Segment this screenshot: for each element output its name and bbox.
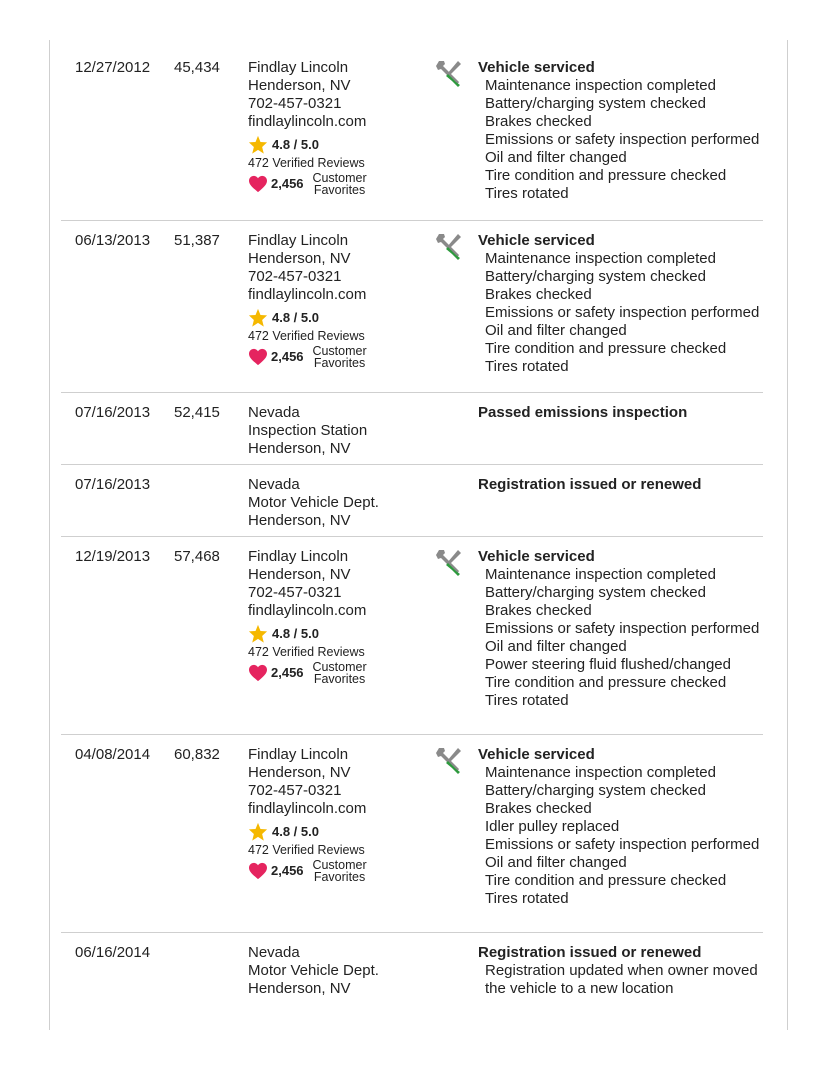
heart-icon <box>248 664 268 682</box>
source-line: Motor Vehicle Dept. <box>248 494 379 511</box>
record-source <box>248 944 428 998</box>
customer-favorites <box>248 661 428 685</box>
star-icon <box>248 624 268 643</box>
verified-reviews: 472 Verified Reviews <box>248 329 365 343</box>
record-description <box>478 59 768 203</box>
customer-favorites <box>248 172 428 196</box>
record-detail: Tires rotated <box>485 890 569 907</box>
source-line: 702-457-0321 <box>248 95 342 112</box>
heart-icon <box>248 348 268 366</box>
record-date: 07/16/2013 <box>75 476 151 493</box>
record-source <box>248 232 428 369</box>
rating <box>248 822 428 841</box>
record-date: 07/16/2013 <box>75 404 151 421</box>
favorites-label: Customer Favorites <box>312 660 367 686</box>
record-mileage: 51,387 <box>174 232 220 249</box>
rating <box>248 135 428 154</box>
record-detail: Brakes checked <box>485 800 592 817</box>
record-detail: Maintenance inspection completed <box>485 77 716 94</box>
source-line: findlaylincoln.com <box>248 286 367 303</box>
rating-value: 4.8 / 5.0 <box>272 136 319 152</box>
source-line: findlaylincoln.com <box>248 113 367 130</box>
record-description <box>478 476 768 494</box>
record-detail: Tire condition and pressure checked <box>485 872 727 889</box>
record-detail: Oil and filter changed <box>485 638 627 655</box>
star-icon <box>248 135 268 154</box>
record-mileage: 45,434 <box>174 59 220 76</box>
record-detail: Emissions or safety inspection performed <box>485 620 760 637</box>
history-row <box>61 537 763 735</box>
source-line: 702-457-0321 <box>248 584 342 601</box>
record-detail: Emissions or safety inspection performed <box>485 836 760 853</box>
record-detail: Tire condition and pressure checked <box>485 167 727 184</box>
source-line: Henderson, NV <box>248 250 351 267</box>
record-detail: Battery/charging system checked <box>485 782 706 799</box>
star-icon <box>248 822 268 841</box>
record-source <box>248 404 428 458</box>
record-detail: Brakes checked <box>485 602 592 619</box>
record-detail: Idler pulley replaced <box>485 818 620 835</box>
record-detail: Oil and filter changed <box>485 322 627 339</box>
record-title: Vehicle serviced <box>478 746 595 763</box>
verified-reviews: 472 Verified Reviews <box>248 843 365 857</box>
record-detail: Power steering fluid flushed/changed <box>485 656 731 673</box>
record-description <box>478 944 768 998</box>
history-row <box>61 221 763 393</box>
record-description <box>478 232 768 376</box>
record-detail: Emissions or safety inspection performed <box>485 131 760 148</box>
record-mileage: 52,415 <box>174 404 220 421</box>
record-detail: Oil and filter changed <box>485 854 627 871</box>
source-line: Nevada <box>248 404 300 421</box>
source-line: 702-457-0321 <box>248 268 342 285</box>
record-mileage: 60,832 <box>174 746 220 763</box>
record-title: Vehicle serviced <box>478 59 595 76</box>
source-line: Findlay Lincoln <box>248 746 349 763</box>
rating-value: 4.8 / 5.0 <box>272 823 319 839</box>
favorites-label: Customer Favorites <box>312 171 367 197</box>
service-tools-icon <box>434 547 468 581</box>
customer-favorites <box>248 859 428 883</box>
record-detail: Maintenance inspection completed <box>485 250 716 267</box>
heart-icon <box>248 862 268 880</box>
record-source <box>248 548 428 685</box>
record-detail: Tire condition and pressure checked <box>485 674 727 691</box>
record-source <box>248 59 428 196</box>
source-line: findlaylincoln.com <box>248 800 367 817</box>
record-description <box>478 404 768 422</box>
record-description <box>478 548 768 710</box>
record-title: Registration issued or renewed <box>478 476 702 493</box>
record-description <box>478 746 768 908</box>
record-source <box>248 476 428 530</box>
record-detail: Brakes checked <box>485 113 592 130</box>
record-date: 06/16/2014 <box>75 944 151 961</box>
source-line: Inspection Station <box>248 422 368 439</box>
source-line: Findlay Lincoln <box>248 59 349 76</box>
record-mileage: 57,468 <box>174 548 220 565</box>
record-detail: Battery/charging system checked <box>485 584 706 601</box>
star-icon <box>248 308 268 327</box>
history-row <box>61 465 763 537</box>
record-date: 12/19/2013 <box>75 548 151 565</box>
history-row <box>61 735 763 933</box>
record-detail: Tires rotated <box>485 692 569 709</box>
record-detail: Tires rotated <box>485 185 569 202</box>
verified-reviews: 472 Verified Reviews <box>248 645 365 659</box>
verified-reviews: 472 Verified Reviews <box>248 156 365 170</box>
source-line: Henderson, NV <box>248 566 351 583</box>
record-detail: Emissions or safety inspection performed <box>485 304 760 321</box>
service-tools-icon <box>434 745 468 779</box>
record-detail: Brakes checked <box>485 286 592 303</box>
customer-favorites <box>248 345 428 369</box>
record-date: 04/08/2014 <box>75 746 151 763</box>
service-history-table <box>61 48 763 1023</box>
source-line: findlaylincoln.com <box>248 602 367 619</box>
record-detail: Battery/charging system checked <box>485 95 706 112</box>
source-line: Motor Vehicle Dept. <box>248 962 379 979</box>
favorites-count: 2,456 <box>271 863 304 878</box>
record-date: 06/13/2013 <box>75 232 151 249</box>
service-tools-icon <box>434 58 468 92</box>
record-date: 12/27/2012 <box>75 59 151 76</box>
rating-value: 4.8 / 5.0 <box>272 309 319 325</box>
favorites-count: 2,456 <box>271 176 304 191</box>
favorites-label: Customer Favorites <box>312 858 367 884</box>
rating-value: 4.8 / 5.0 <box>272 625 319 641</box>
record-detail: Tires rotated <box>485 358 569 375</box>
history-row <box>61 48 763 221</box>
source-line: Henderson, NV <box>248 980 351 997</box>
source-line: Henderson, NV <box>248 440 351 457</box>
record-source <box>248 746 428 883</box>
record-title: Passed emissions inspection <box>478 404 688 421</box>
source-line: Henderson, NV <box>248 512 351 529</box>
record-detail: Maintenance inspection completed <box>485 566 716 583</box>
source-line: Nevada <box>248 476 300 493</box>
record-detail: Registration updated when owner moved the vehicle to a new location <box>485 962 758 997</box>
favorites-count: 2,456 <box>271 349 304 364</box>
source-line: Nevada <box>248 944 300 961</box>
record-title: Registration issued or renewed <box>478 944 702 961</box>
record-detail: Maintenance inspection completed <box>485 764 716 781</box>
rating <box>248 308 428 327</box>
heart-icon <box>248 175 268 193</box>
source-line: Findlay Lincoln <box>248 548 349 565</box>
source-line: 702-457-0321 <box>248 782 342 799</box>
record-detail: Battery/charging system checked <box>485 268 706 285</box>
favorites-count: 2,456 <box>271 665 304 680</box>
source-line: Henderson, NV <box>248 77 351 94</box>
record-detail: Tire condition and pressure checked <box>485 340 727 357</box>
source-line: Findlay Lincoln <box>248 232 349 249</box>
favorites-label: Customer Favorites <box>312 344 367 370</box>
record-title: Vehicle serviced <box>478 232 595 249</box>
record-title: Vehicle serviced <box>478 548 595 565</box>
record-detail: Oil and filter changed <box>485 149 627 166</box>
rating <box>248 624 428 643</box>
source-line: Henderson, NV <box>248 764 351 781</box>
history-row <box>61 933 763 1023</box>
history-row <box>61 393 763 465</box>
service-tools-icon <box>434 231 468 265</box>
